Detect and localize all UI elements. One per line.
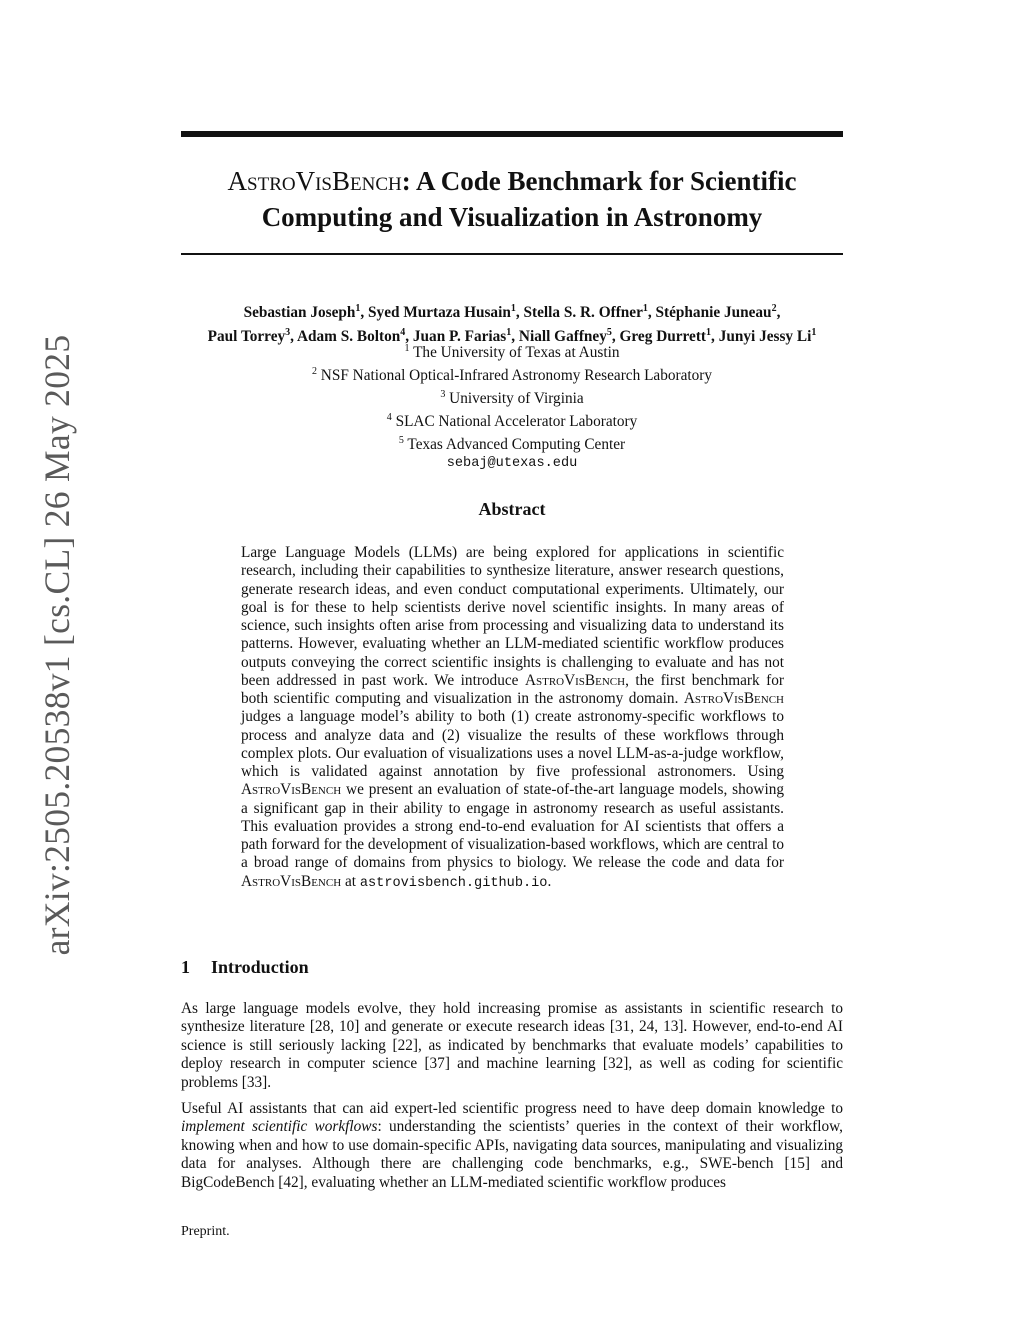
- author: Junyi Jessy Li$^1$: [718, 327, 817, 346]
- footer-note: Preprint.: [181, 1224, 230, 1239]
- section-number: 1: [181, 957, 190, 977]
- affiliation: $^3$ University of Virginia: [440, 389, 584, 408]
- affiliation: $^5$ Texas Advanced Computing Center: [398, 435, 626, 454]
- author: Stéphanie Juneau$^2$: [655, 303, 777, 322]
- benchmark-name: AstroVisBench: [241, 872, 342, 890]
- abstract-text: Large Language Models (LLMs) are being explored for applications in scientific research, including their capabilities to synthesize literature, answer research questions, generate research ideas, and even conduct computational experiments. Ultimately, our goal is for these to help scientists derive novel scientific insights. In many areas of science, such insights often arise from processing and visualizing data to understand its patterns. However, evaluating whether an LLM-mediated scientific workflow produces outputs conveying the correct scientific insights is challenging to evaluate and has not been addressed in past work. We introduce AstroVisBench, the first benchmark for both scientific computing and visualization in the astronomy domain. AstroVisBench judges a language model’s ability to both (1) create astronomy-specific workflows to process and analyze data and (2) visualize the results of these workflows through complex plots. Our evaluation of visualizations uses a novel LLM-as-a-judge workflow, which is validated against annotation by five professional astronomers. Using AstroVisBench we present an evaluation of state-of-the-art language models, showing a significant gap in their ability to engage in astronomy research as useful assistants. This evaluation provides a strong end-to-end evaluation for AI scientists that offers a path forward for the development of visualization-based workflows, which are central to a broad range of domains from physics to biology. We release the code and data for AstroVisBench at astrovisbench.github.io.: [241, 544, 784, 891]
- affiliation: $^4$ SLAC National Accelerator Laboratory: [386, 412, 638, 431]
- author: Paul Torrey$^3$: [207, 327, 291, 346]
- benchmark-name: AstroVisBench: [683, 690, 784, 707]
- affiliations: [181, 339, 843, 473]
- affiliation: $^1$ The University of Texas at Austin: [404, 343, 620, 362]
- benchmark-name: AstroVisBench: [524, 671, 626, 689]
- contact-email[interactable]: sebaj@utexas.edu: [446, 456, 578, 472]
- abstract-heading: Abstract: [478, 499, 546, 519]
- title-rule-bottom: [181, 253, 843, 255]
- project-url[interactable]: astrovisbench.github.io: [359, 875, 548, 891]
- author: Adam S. Bolton$^4$: [296, 327, 406, 346]
- author: Syed Murtaza Husain$^1$: [368, 303, 516, 322]
- title-rule-top: [181, 131, 843, 137]
- author: Niall Gaffney$^5$: [518, 327, 612, 346]
- benchmark-name: AstroVisBench: [227, 166, 402, 196]
- author: Sebastian Joseph$^1$: [243, 303, 361, 322]
- section-heading-introduction: 1 Introduction: [181, 957, 309, 977]
- paper-title: AstroVisBench: A Code Benchmark for Scientific Computing and Visualization in Astronomy: [227, 166, 797, 232]
- author: Greg Durrett$^1$: [619, 327, 712, 346]
- intro-paragraph: As large language models evolve, they hold increasing promise as assistants in scientific research to synthesize literature [28, 10] and generate or execute research ideas [31, 24, 13]. However, end-to-end AI science is still seriously lacking [22], as indicated by benchmarks that evaluate models’ capabilities to deploy research in computer science [37] and machine learning [32], as well as coding for scientific problems [33].: [181, 1000, 843, 1091]
- benchmark-name: AstroVisBench: [241, 781, 342, 799]
- author: Juan P. Farias$^1$: [412, 327, 512, 346]
- author: Stella S. R. Offner$^1$: [523, 303, 648, 322]
- intro-paragraph: Useful AI assistants that can aid expert-led scientific progress need to have deep domain knowledge to implement scientific workflows: understanding the scientists’ queries in the context of their workflow, knowing when and how to use domain-specific APIs, navigating data sources, manipulating and visualizing data for analyses. Although there are challenging code benchmarks, e.g., SWE-bench [15] and BigCodeBench [42], evaluating whether an LLM-mediated scientific workflow produces: [181, 1100, 843, 1191]
- author-list: Sebastian Joseph$^1$, Syed Murtaza Husain$^1$, Stella S. R. Offner$^1$, Stéphanie Juneau$^2$, Paul Torrey$^3$, Adam S. Bolton$^4$, Juan P. Farias$^1$, Niall Gaffney$^5$, Greg Durrett$^1$, Junyi Jessy Li$^1$: [207, 303, 817, 346]
- affiliation: $^2$ NSF National Optical-Infrared Astronomy Research Laboratory: [311, 366, 713, 385]
- arxiv-identifier-stamp: arXiv:2505.20538v1 [cs.CL] 26 May 2025: [37, 334, 77, 956]
